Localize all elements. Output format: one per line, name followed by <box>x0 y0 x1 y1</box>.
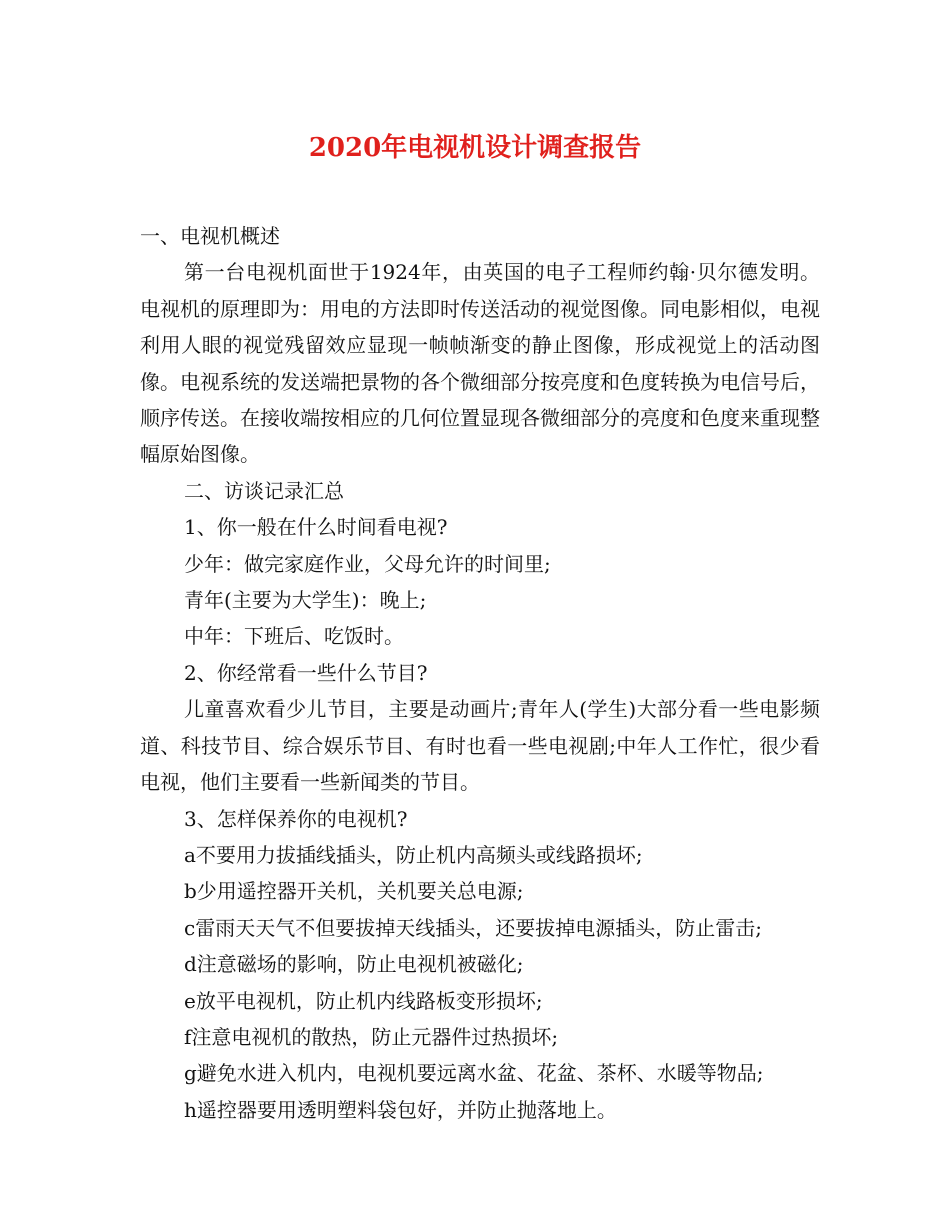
question-3: 3、怎样保养你的电视机? <box>184 806 408 831</box>
answer-line: 青年(主要为大学生)：晚上; <box>184 588 427 613</box>
care-tip: e放平电视机，防止机内线路板变形损坏; <box>184 988 543 1013</box>
care-tip: f注意电视机的散热，防止元器件过热损坏; <box>184 1024 559 1049</box>
answer-line: 中年：下班后、吃饭时。 <box>184 624 404 649</box>
document-body <box>140 218 820 1128</box>
section-heading-interviews: 二、访谈记录汇总 <box>184 478 344 503</box>
care-tip: b少用遥控器开关机，关机要关总电源; <box>184 879 524 904</box>
care-tip: h遥控器要用透明塑料袋包好，并防止抛落地上。 <box>184 1097 617 1122</box>
care-tip: c雷雨天天气不但要拔掉天线插头，还要拔掉电源插头，防止雷击; <box>184 915 762 940</box>
question-1: 1、你一般在什么时间看电视? <box>184 515 448 540</box>
answer-paragraph: 儿童喜欢看少儿节目，主要是动画片;青年人(学生)大部分看一些电影频道、科技节目、综合娱乐节目、有时也看一些电视剧;中年人工作忙，很少看电视，他们主要看一些新闻类的节目。 <box>140 697 820 795</box>
care-tip: d注意磁场的影响，防止电视机被磁化; <box>184 952 524 977</box>
section-heading-overview: 一、电视机概述 <box>140 224 280 248</box>
intro-paragraph: 第一台电视机面世于1924年，由英国的电子工程师约翰·贝尔德发明。电视机的原理即为：用电的方法即时传送活动的视觉图像。同电影相似，电视利用人眼的视觉残留效应显现一帧帧渐变的静止图像，形成视觉上的活动图像。电视系统的发送端把景物的各个微细部分按亮度和色度转换为电信号后，顺序传送。在接收端按相应的几何位置显现各微细部分的亮度和色度来重现整幅原始图像。 <box>140 260 820 467</box>
care-tip: a不要用力拔插线插头，防止机内高频头或线路损坏; <box>184 842 643 867</box>
document-title: 2020年电视机设计调查报告 <box>308 133 642 163</box>
care-tip: g避免水进入机内，电视机要远离水盆、花盆、茶杯、水暖等物品; <box>184 1061 764 1086</box>
answer-line: 少年：做完家庭作业，父母允许的时间里; <box>184 551 551 576</box>
question-2: 2、你经常看一些什么节目? <box>184 660 428 685</box>
